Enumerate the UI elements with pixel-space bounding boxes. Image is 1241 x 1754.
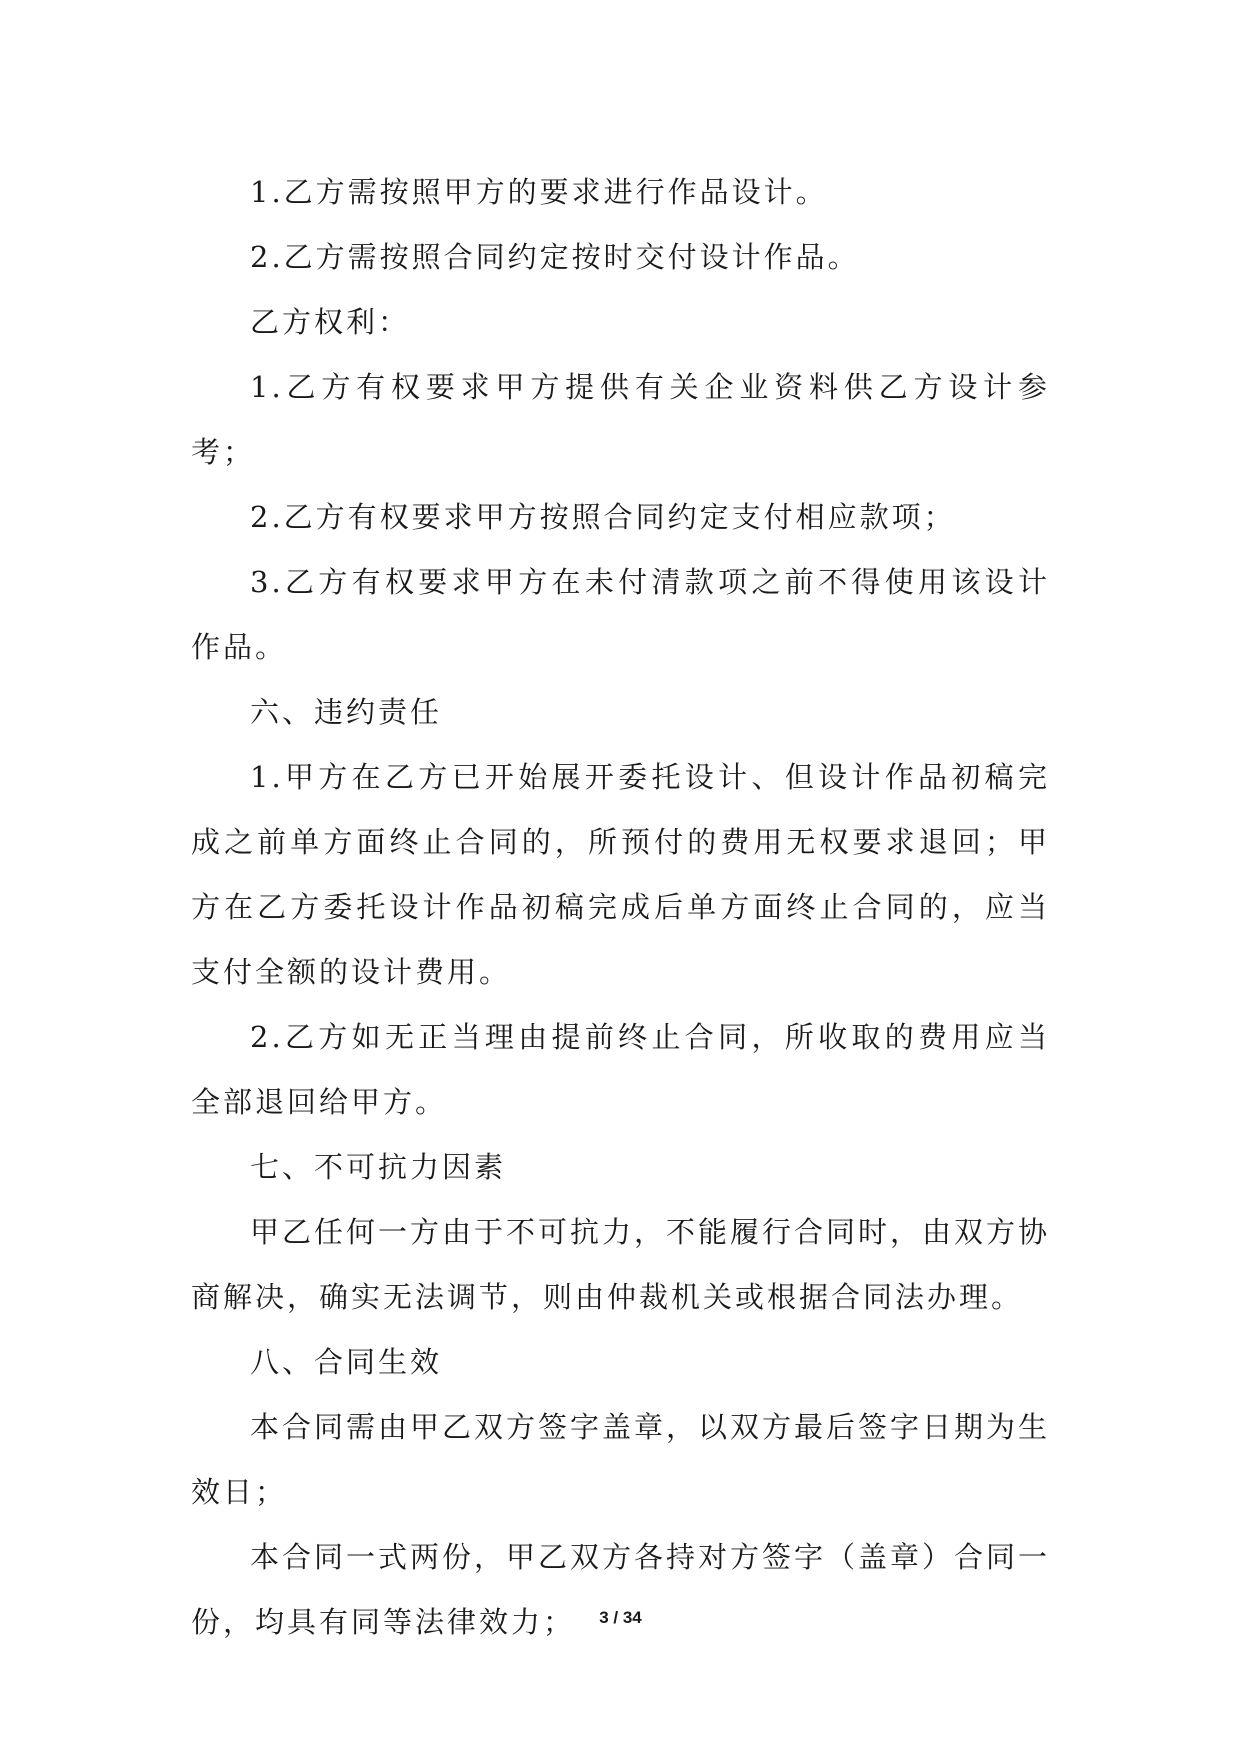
section-heading-breach: 六、违约责任 — [250, 695, 443, 729]
section-heading-effectiveness: 八、合同生效 — [250, 1345, 443, 1379]
clause-effectiveness-2: 本合同一式两份，甲乙双方各持对方签字（盖章）合同一份，均具有同等法律效力； — [191, 1540, 1051, 1639]
heading-party-b-rights: 乙方权利： — [250, 305, 411, 339]
clause-b-right-1: 1.乙方有权要求甲方提供有关企业资料供乙方设计参考； — [191, 370, 1050, 469]
clause-effectiveness-1: 本合同需由甲乙双方签字盖章，以双方最后签字日期为生效日； — [191, 1410, 1051, 1509]
section-heading-force-majeure: 七、不可抗力因素 — [250, 1150, 507, 1184]
clause-b-right-2: 2.乙方有权要求甲方按照合同约定支付相应款项； — [250, 500, 956, 534]
clause-breach-2: 2.乙方如无正当理由提前终止合同，所收取的费用应当全部退回给甲方。 — [191, 1020, 1050, 1119]
clause-breach-1: 1.甲方在乙方已开始展开委托设计、但设计作品初稿完成之前单方面终止合同的，所预付的费用无权要求退回；甲方在乙方委托设计作品初稿完成后单方面终止合同的，应当支付全额的设计费用。 — [191, 760, 1050, 989]
clause-b-right-3: 3.乙方有权要求甲方在未付清款项之前不得使用该设计作品。 — [191, 565, 1050, 664]
page-number: 3 / 34 — [599, 1608, 642, 1627]
document-body — [191, 160, 1050, 1655]
clause-b-obligation-1: 1.乙方需按照甲方的要求进行作品设计。 — [250, 175, 828, 209]
clause-force-majeure: 甲乙任何一方由于不可抗力，不能履行合同时，由双方协商解决，确实无法调节，则由仲裁机关或根据合同法办理。 — [191, 1215, 1051, 1314]
clause-b-obligation-2: 2.乙方需按照合同约定按时交付设计作品。 — [250, 240, 860, 274]
